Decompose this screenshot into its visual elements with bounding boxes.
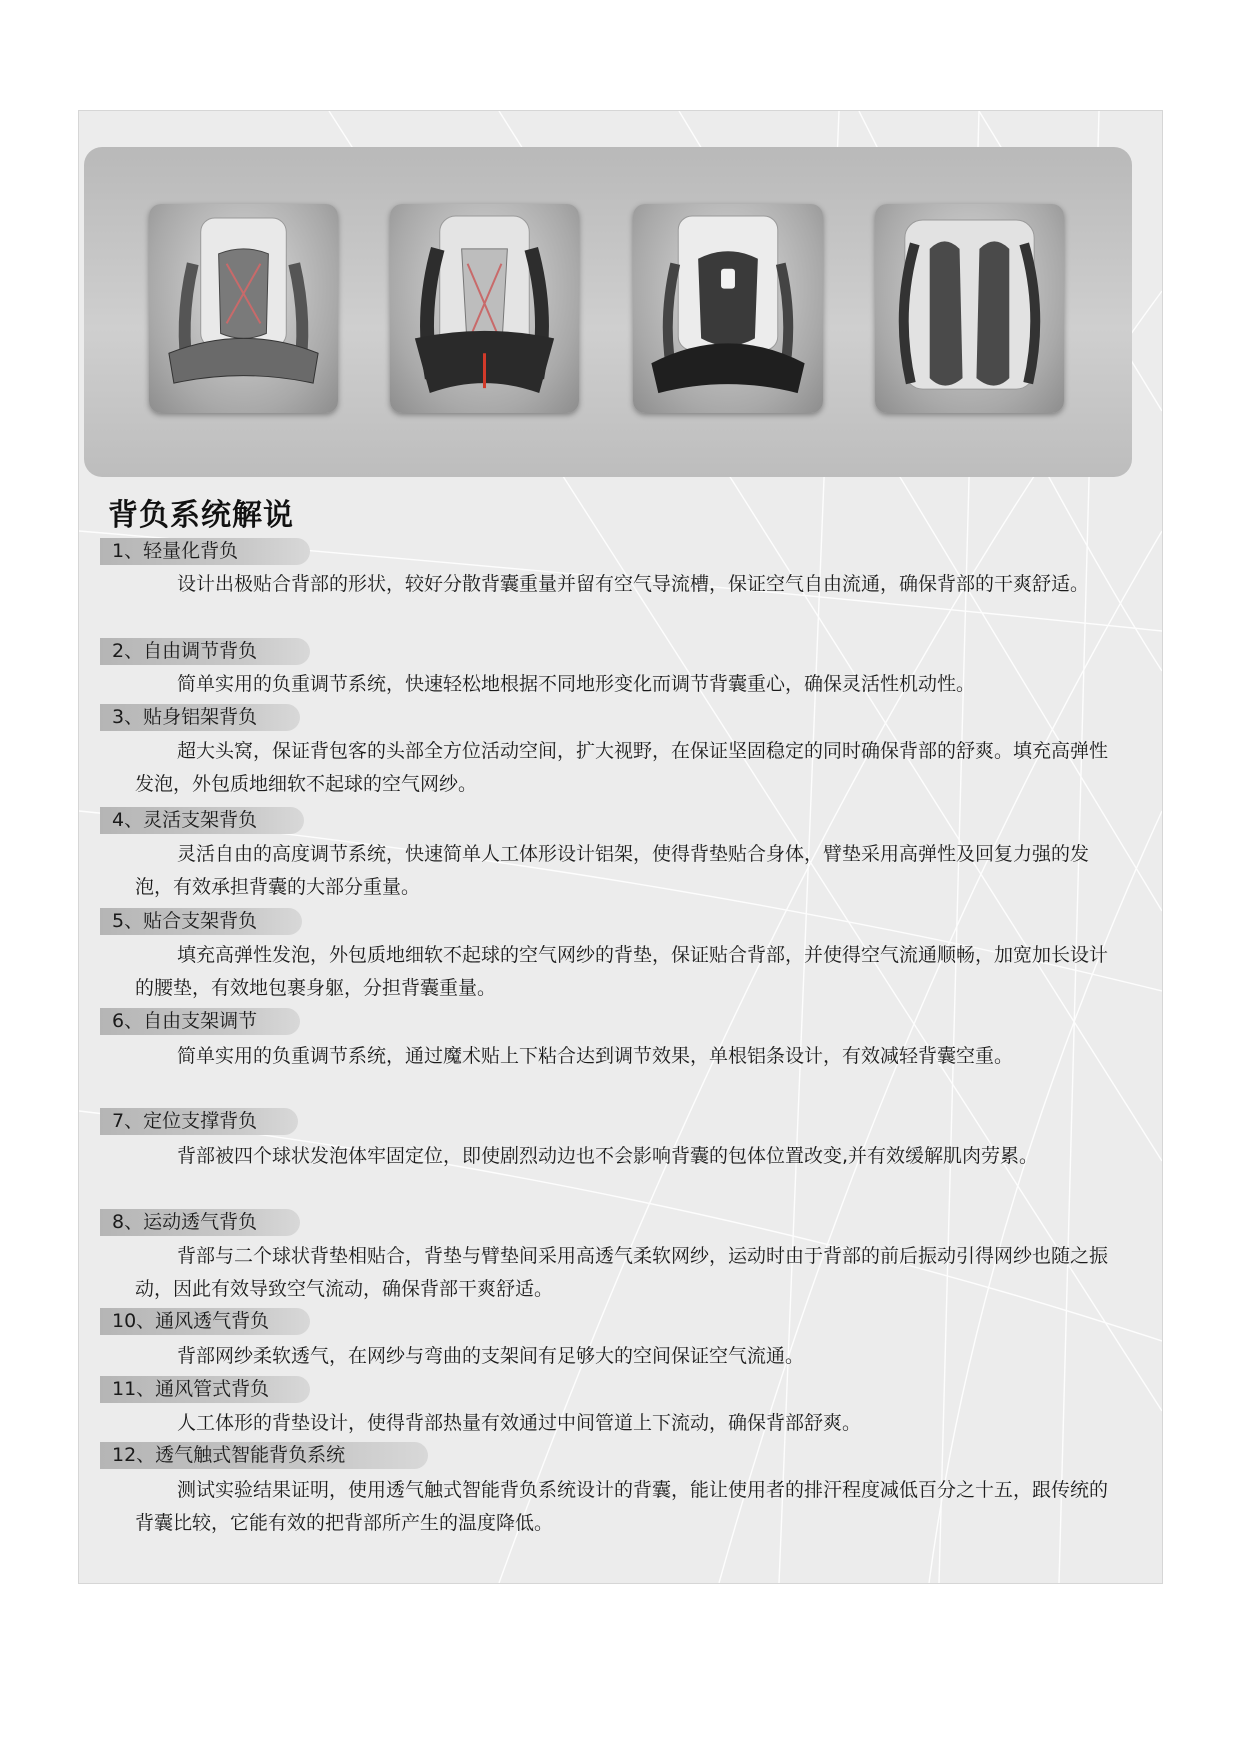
backpack-back-view-icon [875,204,1064,413]
backpack-back-view-icon [390,204,579,413]
item-text-8: 背部与二个球状背垫相贴合，背垫与臂垫间采用高透气柔软网纱，运动时由于背部的前后振动引得网纱也随之振动，因此有效导致空气流动，确保背部干爽舒适。 [135,1245,1109,1300]
item-text-2: 简单实用的负重调节系统，快速轻松地根据不同地形变化而调节背囊重心，确保灵活性机动性。 [177,673,976,695]
item-text-4: 灵活自由的高度调节系统，快速简单人工体形设计铝架，使得背垫贴合身体，臂垫采用高弹性及回复力强的发泡，有效承担背囊的大部分重量。 [135,843,1090,898]
item-label-8: 8、运动透气背负 [100,1209,300,1236]
item-label-6: 6、自由支架调节 [100,1008,300,1035]
item-text-7: 背部被四个球状发泡体牢固定位，即使剧烈动边也不会影响背囊的包体位置改变,并有效缓解肌肉劳累。 [177,1145,1039,1167]
backpack-photo-1 [149,204,338,413]
item-label-11: 11、通风管式背负 [100,1376,310,1403]
item-text-5: 填充高弹性发泡，外包质地细软不起球的空气网纱的背垫，保证贴合背部，并使得空气流通顺畅，加宽加长设计的腰垫，有效地包裹身躯，分担背囊重量。 [135,944,1109,999]
page-title: 背负系统解说 [108,498,294,533]
item-label-1: 1、轻量化背负 [100,538,310,565]
item-label-2: 2、自由调节背负 [100,638,310,665]
item-text-6: 简单实用的负重调节系统，通过魔术贴上下粘合达到调节效果，单根铝条设计，有效减轻背囊空重。 [177,1045,1014,1067]
item-label-7: 7、定位支撑背负 [100,1108,298,1135]
item-text-1: 设计出极贴合背部的形状，较好分散背囊重量并留有空气导流槽，保证空气自由流通，确保背部的干爽舒适。 [177,573,1090,595]
item-text-12: 测试实验结果证明，使用透气触式智能背负系统设计的背囊，能让使用者的排汗程度减低百分之十五，跟传统的背囊比较，它能有效的把背部所产生的温度降低。 [135,1479,1109,1534]
item-label-10: 10、通风透气背负 [100,1308,310,1335]
backpack-back-view-icon [633,204,823,413]
item-label-3: 3、贴身铝架背负 [100,704,300,731]
item-label-5: 5、贴合支架背负 [100,908,302,935]
backpack-photo-4 [875,204,1064,413]
backpack-photo-2 [390,204,579,413]
item-text-3: 超大头窝，保证背包客的头部全方位活动空间，扩大视野，在保证坚固稳定的同时确保背部的舒爽。填充高弹性发泡，外包质地细软不起球的空气网纱。 [135,740,1109,795]
item-text-11: 人工体形的背垫设计，使得背部热量有效通过中间管道上下流动，确保背部舒爽。 [177,1412,862,1434]
item-label-4: 4、灵活支架背负 [100,807,304,834]
backpack-photo-3 [633,204,823,413]
item-label-12: 12、透气触式智能背负系统 [100,1442,428,1469]
item-text-10: 背部网纱柔软透气，在网纱与弯曲的支架间有足够大的空间保证空气流通。 [177,1345,805,1367]
backpack-back-view-icon [149,204,338,413]
